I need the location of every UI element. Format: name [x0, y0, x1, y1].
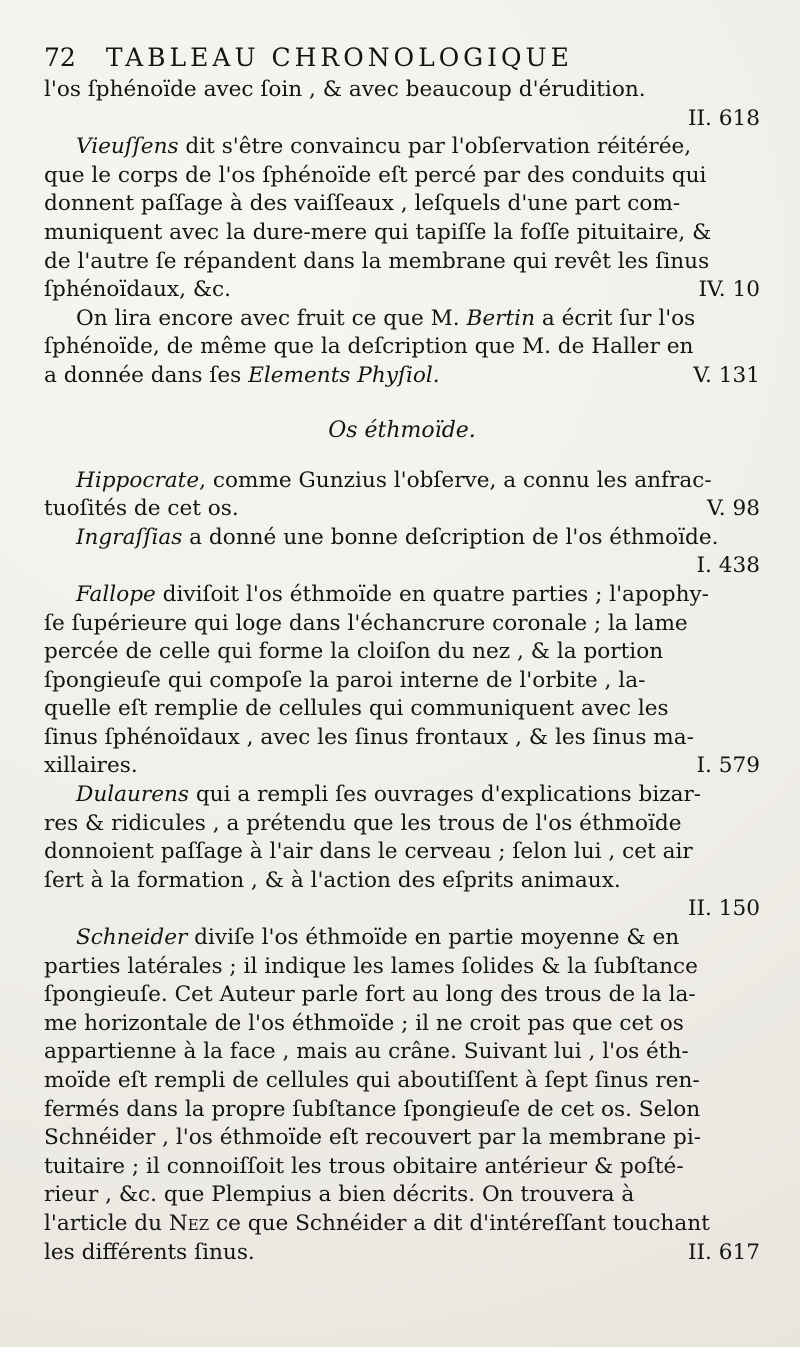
text-line: ſert à la formation , & à l'action des eſprits animaux.	[44, 867, 621, 893]
reference: II. 617	[687, 1239, 760, 1265]
text-line: donnent paſſage à des vaiſſeaux , leſquels d'une part com-	[44, 191, 681, 217]
text-line: muniquent avec la dure-mere qui tapiſſe la foſſe pituitaire, &	[44, 219, 712, 245]
author-name: Hippocrate	[76, 467, 200, 493]
text-line	[44, 133, 760, 162]
reference: II. 618	[687, 105, 760, 131]
text-span: diviſoit l'os éthmoïde en quatre parties ; l'apophy-	[155, 581, 709, 607]
text-span: dit s'être convaincu par l'obſervation réitérée,	[178, 134, 692, 160]
text-line	[44, 276, 760, 305]
reference: I. 579	[696, 753, 760, 779]
text-span: qui a rempli ſes ouvrages d'explications bizar-	[189, 782, 702, 808]
text-line	[44, 581, 760, 610]
text-line: de l'autre ſe répandent dans la membrane qui revêt les ſinus	[44, 248, 710, 274]
text-line: appartienne à la face , mais au crâne. Suivant lui , l'os éth-	[44, 1039, 689, 1065]
text-line: quelle eſt remplie de cellules qui communiquent avec les	[44, 696, 669, 722]
text-line: percée de celle qui forme la cloiſon du nez , & la portion	[44, 639, 664, 665]
text-span: les différents ſinus.	[44, 1239, 255, 1265]
text-line: que le corps de l'os ſphénoïde eſt percé par des conduits qui	[44, 162, 707, 188]
text-line: l'os ſphénoïde avec ſoin , & avec beaucoup d'érudition.	[44, 77, 646, 102]
reference: I. 438	[696, 553, 760, 579]
text-span: a donnée dans ſes	[44, 362, 249, 388]
page-number: 72	[44, 43, 76, 72]
text-span: a donné une bonne deſcription de l'os éthmoïde.	[182, 524, 719, 550]
author-name: Ingraſſias	[76, 524, 183, 550]
text-line	[44, 1239, 760, 1268]
text-line	[44, 467, 760, 496]
text-line: ſphénoïde, de même que la deſcription que M. de Haller en	[44, 334, 694, 360]
section-title: Os éthmoïde.	[328, 417, 476, 443]
text-line	[44, 924, 760, 953]
author-name: Fallope	[76, 581, 156, 607]
text-span: ſphénoïdaux, &c.	[44, 277, 232, 303]
text-line	[44, 1210, 760, 1239]
text-span: l'article du	[44, 1210, 169, 1236]
reference: IV. 10	[698, 277, 760, 303]
text-span: ce que Schnéider a dit d'intéreſſant touchant	[209, 1210, 710, 1236]
text-line	[44, 781, 760, 810]
small-caps-term: Nez	[168, 1210, 210, 1236]
text-span: tuoſités de cet os.	[44, 496, 239, 522]
text-line: res & ridicules , a prétendu que les trous de l'os éthmoïde	[44, 810, 682, 836]
text-line: ſe ſupérieure qui loge dans l'échancrure coronale ; la lame	[44, 610, 688, 636]
text-line	[44, 752, 760, 781]
text-line	[44, 495, 760, 524]
text-span: xillaires.	[44, 753, 138, 779]
work-title: Elements Phyſiol.	[248, 362, 440, 388]
author-name: Dulaurens	[76, 782, 189, 808]
text-line: rieur , &c. que Plempius a bien décrits. On trouvera à	[44, 1182, 635, 1208]
text-span: diviſe l'os éthmoïde en partie moyenne & en	[187, 925, 680, 951]
author-name: Schneider	[76, 925, 188, 951]
text-line: tuitaire ; il connoiſſoit les trous obitaire antérieur & poſté-	[44, 1153, 684, 1179]
text-line	[44, 305, 760, 334]
text-line	[44, 524, 760, 553]
text-span: , comme Gunzius l'obſerve, a connu les anfrac-	[199, 467, 712, 493]
text-line	[44, 362, 760, 391]
text-line: parties latérales ; il indique les lames ſolides & la ſubſtance	[44, 953, 698, 979]
text-line: ſpongieuſe. Cet Auteur parle fort au long des trous de la la-	[44, 982, 696, 1008]
running-title: TABLEAU CHRONOLOGIQUE	[105, 43, 573, 72]
text-line: ſinus ſphénoïdaux , avec les ſinus frontaux , & les ſinus ma-	[44, 724, 694, 750]
text-line: fermés dans la propre ſubſtance ſpongieuſe de cet os. Selon	[44, 1096, 701, 1122]
text-span: a écrit ſur l'os	[535, 305, 696, 331]
text-line: donnoient paſſage à l'air dans le cerveau ; ſelon lui , cet air	[44, 839, 693, 865]
text-line: Schnéider , l'os éthmoïde eſt recouvert par la membrane pi-	[44, 1125, 702, 1151]
text-line: moïde eſt rempli de cellules qui aboutiſſent à ſept ſinus ren-	[44, 1068, 700, 1093]
body-text	[44, 76, 760, 1267]
text-span: On lira encore avec fruit ce que M.	[76, 305, 467, 331]
page-header	[44, 40, 760, 76]
text-line: ſpongieuſe qui compoſe la paroi interne de l'orbite , la-	[44, 667, 646, 693]
reference: V. 131	[693, 362, 760, 388]
author-name: Bertin	[466, 305, 535, 331]
text-line: me horizontale de l'os éthmoïde ; il ne croit pas que cet os	[44, 1010, 684, 1036]
reference: V. 98	[706, 496, 760, 522]
author-name: Vieuſſens	[76, 134, 179, 160]
reference: II. 150	[687, 896, 760, 922]
